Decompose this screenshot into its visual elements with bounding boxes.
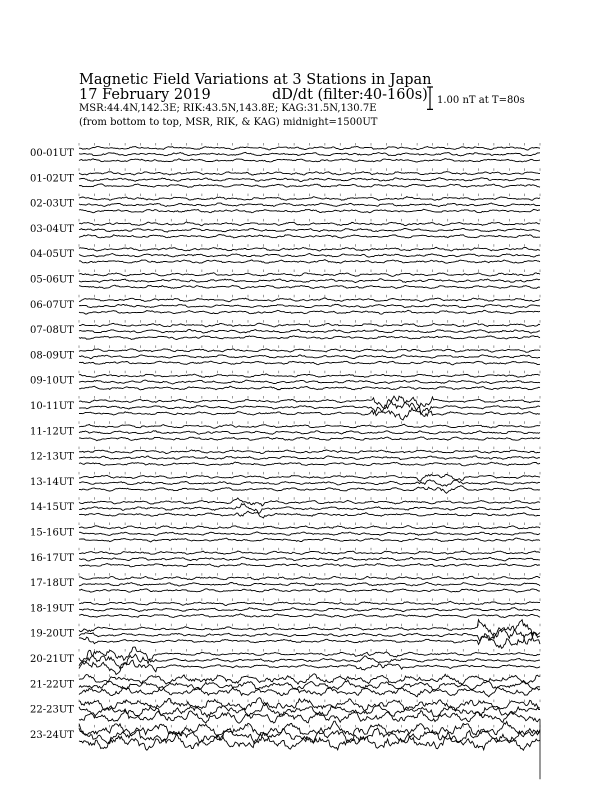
trace-15-16UT-KAG (79, 526, 540, 529)
trace-05-06UT-RIK (79, 279, 540, 283)
hour-label-18-19UT: 18-19UT (30, 603, 74, 615)
trace-17-18UT-RIK (79, 582, 540, 586)
trace-09-10UT-KAG (79, 374, 540, 377)
trace-12-13UT-KAG (79, 450, 540, 454)
trace-08-09UT-MSR (79, 361, 540, 365)
hour-label-16-17UT: 16-17UT (30, 552, 74, 564)
trace-13-14UT-RIK (79, 480, 540, 486)
trace-22-23UT-MSR (79, 710, 540, 723)
minute-ticks (79, 447, 540, 450)
hour-label-22-23UT: 22-23UT (30, 704, 74, 716)
hour-label-11-12UT: 11-12UT (30, 426, 74, 438)
trace-17-18UT-MSR (79, 589, 540, 593)
minute-ticks (79, 725, 540, 728)
trace-15-16UT-MSR (79, 538, 540, 542)
minute-ticks (79, 371, 540, 374)
trace-05-06UT-MSR (79, 285, 540, 289)
minute-ticks (79, 168, 540, 171)
trace-01-02UT-MSR (79, 184, 540, 187)
trace-00-01UT-RIK (79, 152, 540, 156)
minute-ticks (79, 396, 540, 399)
hour-label-19-20UT: 19-20UT (30, 628, 74, 640)
trace-08-09UT-RIK (79, 355, 540, 359)
trace-16-17UT-MSR (79, 564, 540, 567)
trace-02-03UT-RIK (79, 203, 540, 207)
hour-label-02-03UT: 02-03UT (30, 198, 74, 210)
trace-17-18UT-KAG (79, 576, 540, 580)
hour-label-17-18UT: 17-18UT (30, 578, 74, 590)
trace-21-22UT-MSR (79, 686, 540, 696)
hour-label-03-04UT: 03-04UT (30, 223, 74, 235)
minute-ticks (79, 219, 540, 222)
hour-label-04-05UT: 04-05UT (30, 249, 74, 261)
hour-labels (30, 148, 74, 741)
minute-ticks (79, 598, 540, 601)
trace-03-04UT-RIK (79, 228, 540, 232)
minute-ticks (79, 345, 540, 348)
hour-label-23-24UT: 23-24UT (30, 729, 74, 741)
hour-label-13-14UT: 13-14UT (30, 476, 74, 488)
hour-label-06-07UT: 06-07UT (30, 299, 74, 311)
minute-ticks (79, 523, 540, 526)
minute-ticks (79, 674, 540, 677)
hour-label-20-21UT: 20-21UT (30, 654, 74, 665)
trace-13-14UT-KAG (79, 474, 540, 481)
trace-10-11UT-MSR (79, 407, 540, 420)
trace-07-08UT-KAG (79, 323, 540, 327)
scale-bar-line (427, 87, 433, 109)
trace-06-07UT-KAG (79, 298, 540, 302)
station-order-note: (from bottom to top, MSR, RIK, & KAG) midnight=1500UT (79, 117, 378, 128)
trace-15-16UT-RIK (79, 532, 540, 536)
trace-03-04UT-MSR (79, 235, 540, 239)
trace-03-04UT-KAG (79, 222, 540, 226)
trace-04-05UT-KAG (79, 247, 540, 251)
trace-09-10UT-RIK (79, 380, 540, 384)
hour-label-09-10UT: 09-10UT (30, 375, 74, 387)
trace-23-24UT-RIK (79, 728, 540, 744)
trace-09-10UT-MSR (79, 386, 540, 390)
trace-12-13UT-RIK (79, 456, 540, 460)
trace-06-07UT-MSR (79, 310, 540, 314)
minute-ticks (79, 649, 540, 652)
trace-07-08UT-MSR (79, 336, 540, 340)
minute-ticks (79, 295, 540, 298)
trace-01-02UT-KAG (79, 172, 540, 175)
hour-label-15-16UT: 15-16UT (30, 527, 74, 539)
scale-bar (427, 87, 433, 109)
trace-11-12UT-RIK (79, 431, 540, 435)
hour-label-14-15UT: 14-15UT (30, 502, 74, 514)
trace-07-08UT-RIK (79, 330, 540, 334)
chart-title: Magnetic Field Variations at 3 Stations in Japan (79, 72, 432, 88)
minute-ticks (79, 270, 540, 273)
minute-ticks (79, 143, 540, 146)
trace-06-07UT-RIK (79, 304, 540, 307)
hour-label-10-11UT: 10-11UT (30, 401, 74, 412)
hour-label-07-08UT: 07-08UT (30, 325, 74, 337)
hour-label-21-22UT: 21-22UT (30, 679, 74, 691)
hour-label-01-02UT: 01-02UT (30, 173, 74, 185)
trace-18-19UT-KAG (79, 601, 540, 605)
trace-16-17UT-RIK (79, 557, 540, 561)
trace-22-23UT-RIK (79, 704, 540, 718)
trace-18-19UT-RIK (79, 608, 540, 612)
hour-label-12-13UT: 12-13UT (30, 451, 74, 463)
trace-11-12UT-MSR (79, 437, 540, 441)
minute-ticks (79, 194, 540, 197)
minute-ticks (79, 497, 540, 500)
hour-label-05-06UT: 05-06UT (30, 274, 74, 286)
trace-05-06UT-KAG (79, 273, 540, 277)
trace-00-01UT-MSR (79, 159, 540, 162)
chart-mode: dD/dt (filter:40-160s) (272, 87, 428, 103)
trace-13-14UT-MSR (79, 486, 540, 494)
minute-ticks (79, 320, 540, 323)
trace-01-02UT-RIK (79, 178, 540, 182)
minute-ticks (79, 244, 540, 247)
trace-02-03UT-MSR (79, 209, 540, 213)
minute-ticks (79, 573, 540, 576)
scale-bar-label: 1.00 nT at T=80s (437, 95, 525, 106)
minute-ticks (79, 472, 540, 475)
trace-11-12UT-KAG (79, 424, 540, 428)
minute-ticks (79, 548, 540, 551)
trace-18-19UT-MSR (79, 614, 540, 618)
station-coordinates: MSR:44.4N,142.3E; RIK:43.5N,143.8E; KAG:31.5N,130.7E (79, 103, 377, 114)
hour-label-00-01UT: 00-01UT (30, 148, 74, 159)
trace-04-05UT-MSR (79, 260, 540, 264)
minute-ticks (79, 624, 540, 627)
trace-08-09UT-KAG (79, 349, 540, 352)
trace-02-03UT-KAG (79, 197, 540, 201)
trace-14-15UT-RIK (79, 504, 540, 513)
trace-12-13UT-MSR (79, 462, 540, 466)
chart-date: 17 February 2019 (79, 87, 211, 103)
trace-04-05UT-RIK (79, 254, 540, 258)
trace-16-17UT-KAG (79, 551, 540, 554)
trace-14-15UT-MSR (79, 511, 540, 518)
hour-label-08-09UT: 08-09UT (30, 350, 74, 362)
trace-00-01UT-KAG (79, 147, 540, 151)
minute-ticks (79, 421, 540, 424)
